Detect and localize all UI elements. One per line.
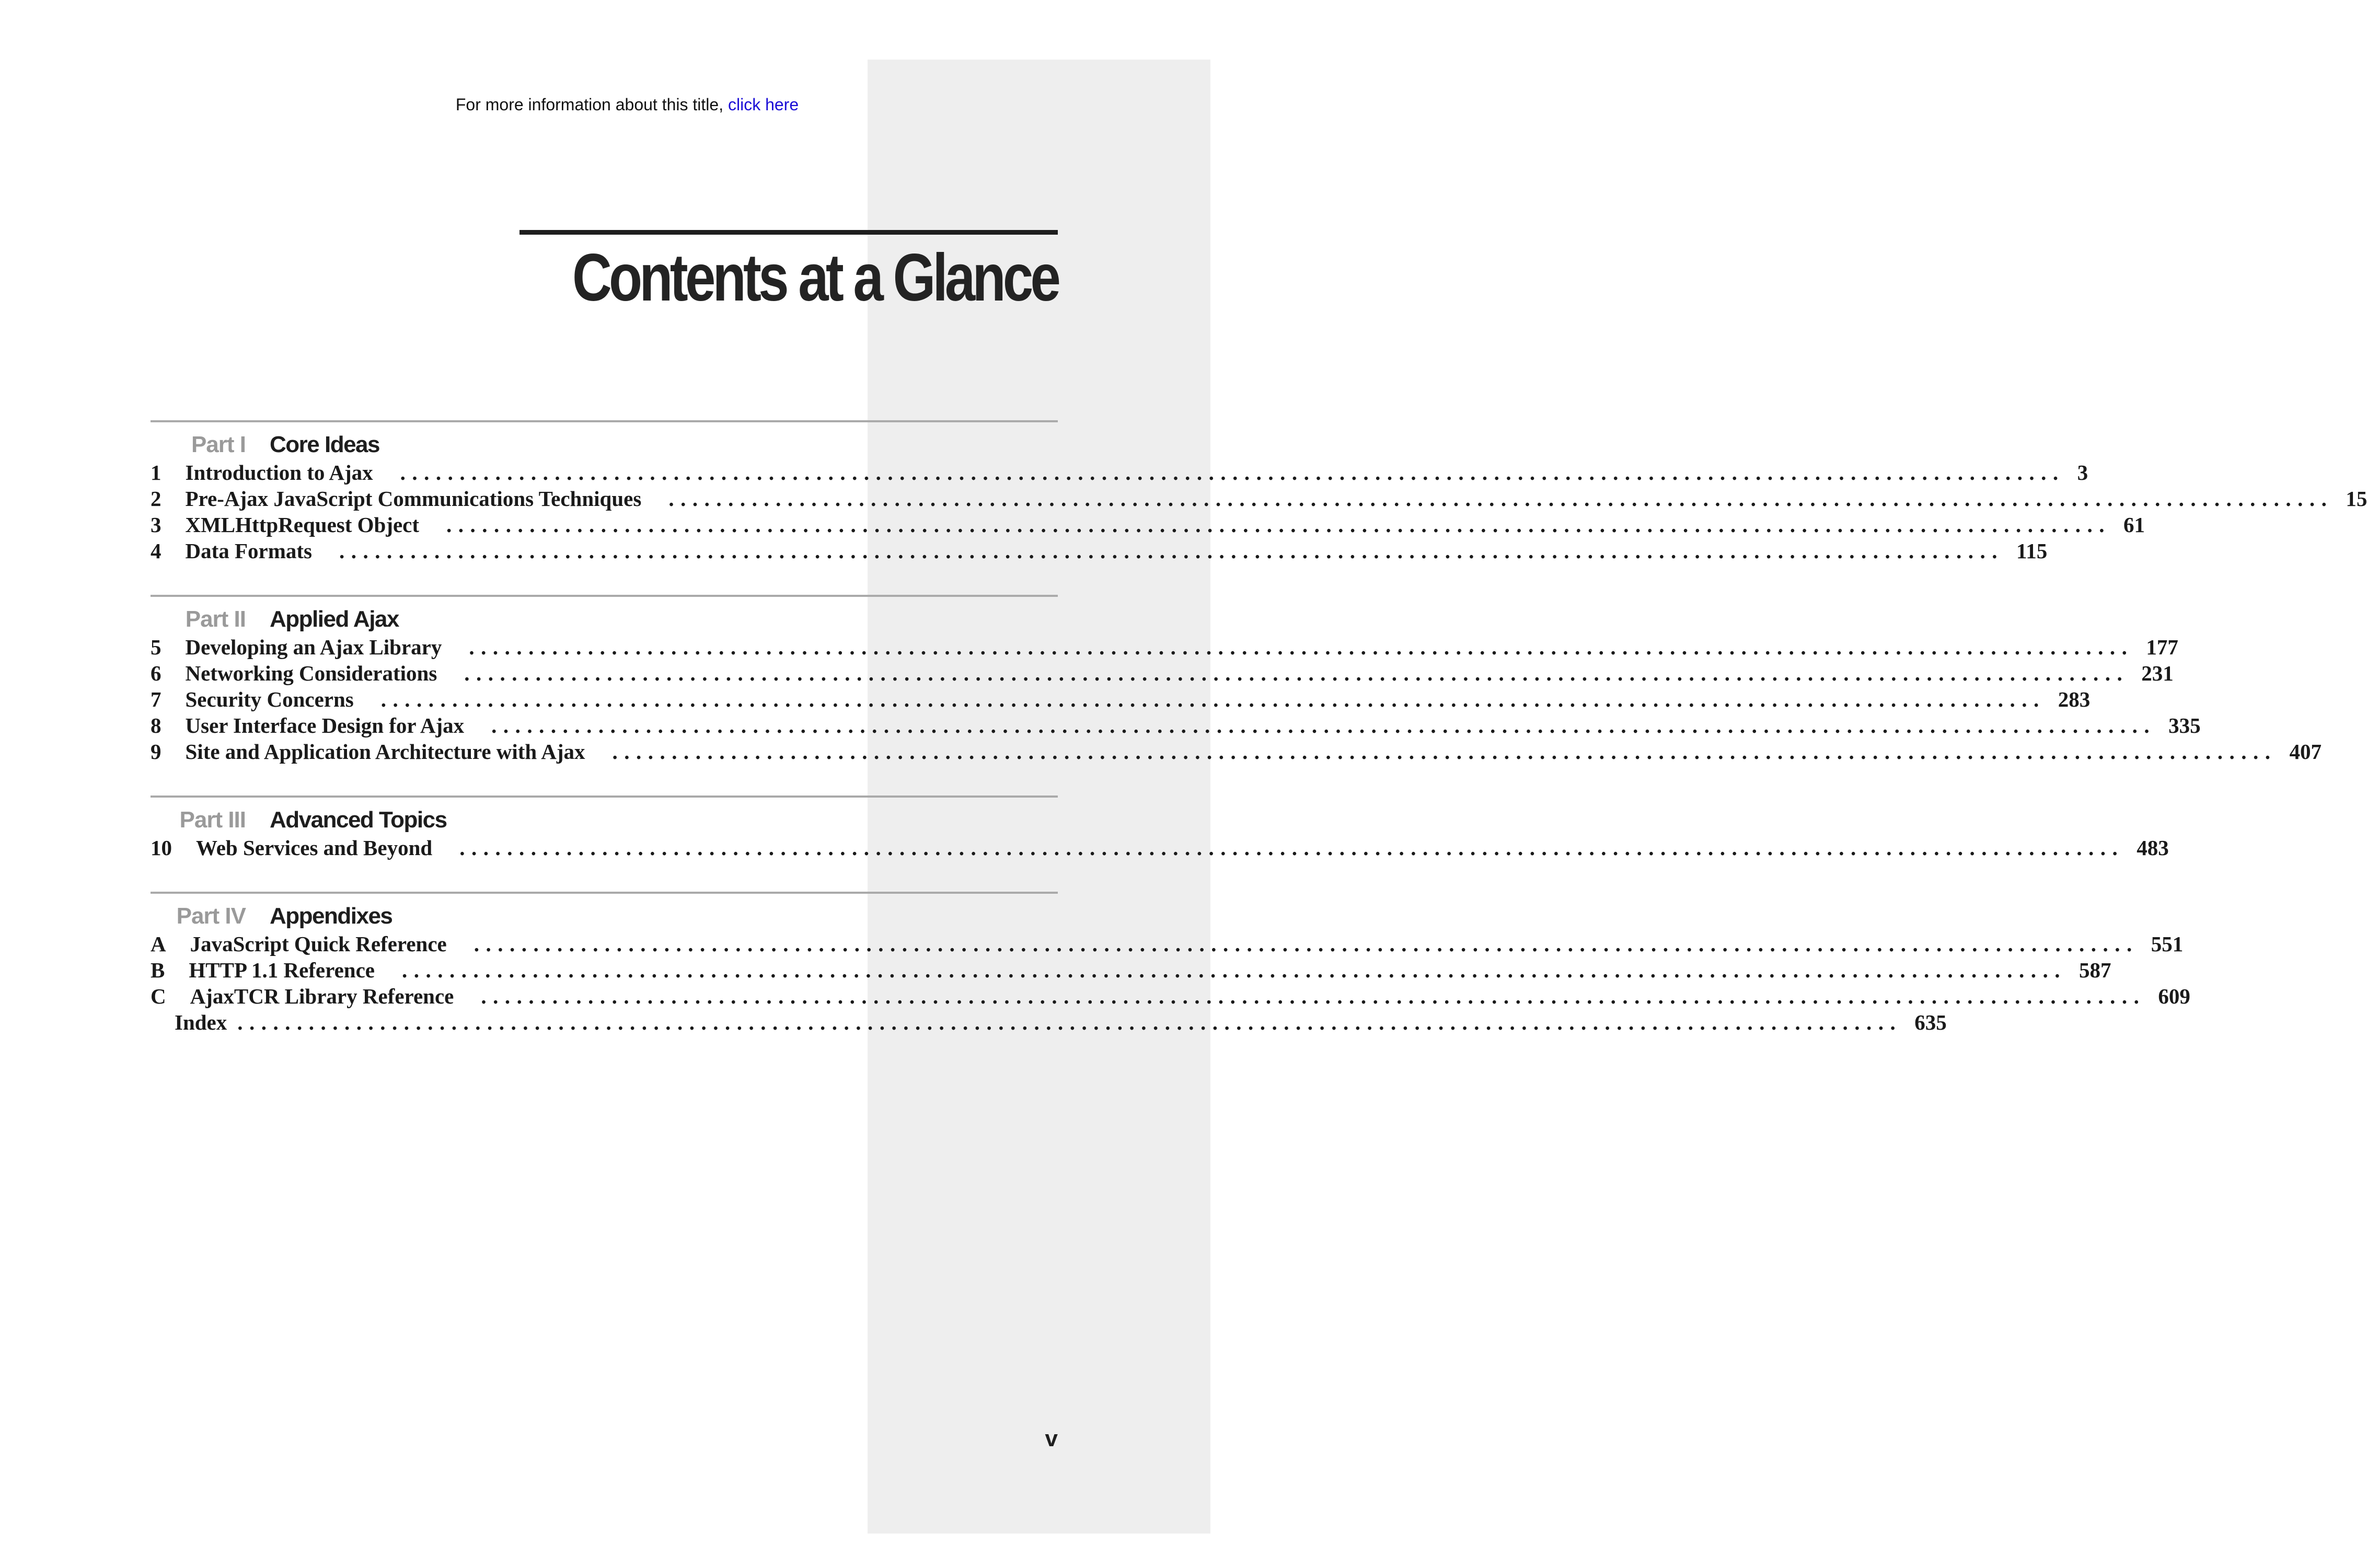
- chapter-number: 10: [151, 836, 172, 860]
- chapter-title: Introduction to Ajax: [185, 460, 373, 485]
- dot-leader: ............................................................................................................................................: [446, 513, 2111, 537]
- toc-entry[interactable]: [151, 739, 2322, 765]
- toc-entry-index[interactable]: [151, 1010, 1947, 1036]
- part-4: [151, 892, 2190, 1036]
- page-ref: 3: [2077, 460, 2088, 485]
- page-number: v: [1045, 1426, 1058, 1451]
- page-ref: 177: [2146, 635, 2178, 659]
- chapter-number: 3: [151, 513, 161, 537]
- part-3: [151, 795, 2169, 861]
- part-label: Part III: [179, 807, 246, 833]
- chapter-title: Web Services and Beyond: [196, 836, 433, 860]
- appendix-title: HTTP 1.1 Reference: [189, 958, 375, 982]
- toc-entry[interactable]: [151, 713, 2201, 739]
- page-ref: 407: [2289, 740, 2322, 764]
- appendix-title: JavaScript Quick Reference: [190, 932, 447, 956]
- page-ref: 61: [2123, 513, 2145, 537]
- dot-leader: ............................................................................................................................................: [402, 958, 2066, 982]
- toc-entry[interactable]: [151, 931, 2184, 958]
- chapter-number: 2: [151, 487, 161, 511]
- page-ref: 283: [2058, 687, 2091, 711]
- chapter-number: 5: [151, 635, 161, 659]
- dot-leader: ............................................................................................................................................: [612, 740, 2277, 764]
- chapter-title: Security Concerns: [185, 687, 354, 711]
- toc-entry[interactable]: [151, 486, 2367, 512]
- part-label: Part I: [191, 432, 246, 457]
- part-2: [151, 595, 2322, 765]
- dot-leader: ............................................................................................................................................: [474, 932, 2139, 956]
- dot-leader: ............................................................................................................................................: [481, 984, 2146, 1008]
- dot-leader: ............................................................................................................................................: [491, 713, 2156, 737]
- index-title: Index: [175, 1010, 227, 1034]
- toc-entry[interactable]: [151, 958, 2111, 984]
- part-label: Part II: [185, 606, 246, 632]
- appendix-title: AjaxTCR Library Reference: [190, 984, 454, 1008]
- appendix-letter: B: [151, 958, 165, 982]
- part-label: Part IV: [176, 903, 246, 929]
- dot-leader: ............................................................................................................................................: [380, 687, 2046, 711]
- page-ref: 609: [2158, 984, 2190, 1008]
- appendix-letter: A: [151, 932, 166, 956]
- page-ref: 551: [2151, 932, 2184, 956]
- chapter-title: User Interface Design for Ajax: [185, 713, 465, 737]
- chapter-number: 7: [151, 687, 161, 711]
- part-heading: [151, 903, 1058, 931]
- part-1: [151, 420, 2367, 564]
- part-heading: [151, 432, 1058, 460]
- page-title: Contents at a Glance: [572, 240, 1058, 315]
- page-ref: 115: [2016, 539, 2048, 563]
- chapter-title: Networking Considerations: [185, 661, 437, 685]
- chapter-number: 1: [151, 460, 161, 485]
- toc-entry[interactable]: [151, 635, 2178, 661]
- page-ref: 635: [1914, 1010, 1947, 1034]
- info-text: For more information about this title,: [455, 95, 724, 114]
- dot-leader: ............................................................................................................................................: [400, 460, 2065, 485]
- table-of-contents: [151, 420, 2367, 1036]
- toc-entry[interactable]: [151, 687, 2091, 713]
- part-title[interactable]: Core Ideas: [270, 432, 379, 457]
- chapter-title: Data Formats: [185, 539, 313, 563]
- dot-leader: ............................................................................................................................................: [668, 487, 2334, 511]
- chapter-number: 8: [151, 713, 161, 737]
- dot-leader: ............................................................................................................................................: [469, 635, 2134, 659]
- toc-entry[interactable]: [151, 835, 2169, 861]
- chapter-title: Developing an Ajax Library: [185, 635, 442, 659]
- part-heading: [151, 807, 1058, 835]
- part-title[interactable]: Applied Ajax: [270, 606, 399, 632]
- toc-entry[interactable]: [151, 661, 2174, 687]
- page-ref: 231: [2141, 661, 2174, 685]
- dot-leader: ............................................................................................................................................: [459, 836, 2124, 860]
- click-here-link[interactable]: click here: [728, 95, 799, 114]
- chapter-title: XMLHttpRequest Object: [185, 513, 420, 537]
- dot-leader: ............................................................................................................................................: [339, 539, 2004, 563]
- chapter-title: Pre-Ajax JavaScript Communications Techniques: [185, 487, 642, 511]
- toc-entry[interactable]: [151, 512, 2145, 538]
- chapter-number: 9: [151, 740, 161, 764]
- chapter-number: 4: [151, 539, 161, 563]
- chapter-number: 6: [151, 661, 161, 685]
- part-title[interactable]: Advanced Topics: [270, 807, 447, 833]
- page-ref: 335: [2168, 713, 2201, 737]
- info-line: [0, 95, 1254, 114]
- toc-entry[interactable]: [151, 538, 2048, 564]
- part-heading: [151, 606, 1058, 635]
- part-title[interactable]: Appendixes: [270, 903, 392, 929]
- toc-entry[interactable]: [151, 460, 2088, 486]
- appendix-letter: C: [151, 984, 166, 1008]
- title-rule: [519, 230, 1058, 235]
- page-ref: 483: [2137, 836, 2169, 860]
- dot-leader: ............................................................................................................................................: [237, 1010, 1902, 1034]
- page-ref: 587: [2079, 958, 2111, 982]
- toc-entry[interactable]: [151, 984, 2190, 1010]
- dot-leader: ............................................................................................................................................: [464, 661, 2129, 685]
- chapter-title: Site and Application Architecture with Ajax: [185, 740, 585, 764]
- page-ref: 15: [2346, 487, 2367, 511]
